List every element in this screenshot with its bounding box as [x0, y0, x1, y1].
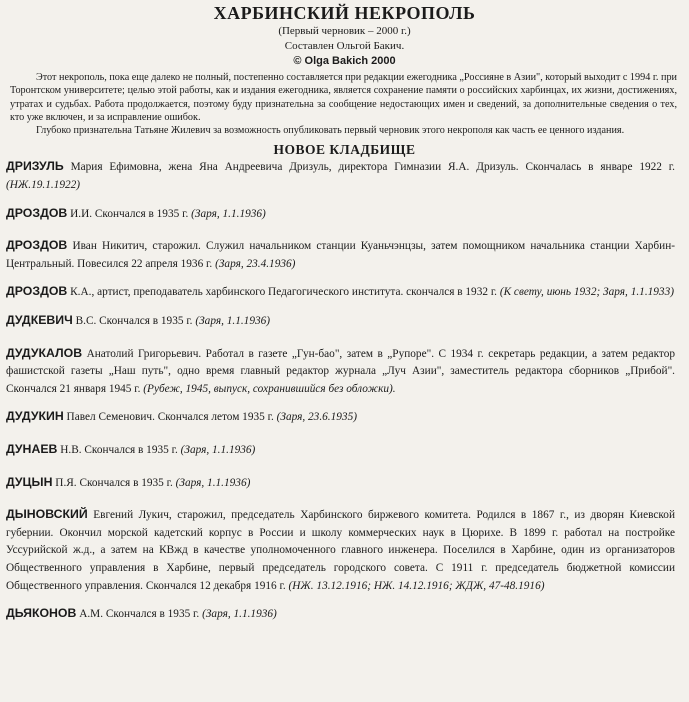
entry	[6, 283, 675, 302]
entry-surname: ДУЦЫН	[6, 474, 53, 489]
entry	[6, 158, 675, 194]
entry-source: (Заря, 1.1.1936)	[175, 476, 251, 489]
introduction	[10, 71, 677, 137]
compiler-line: Составлен Ольгой Бакич.	[284, 40, 405, 52]
entry	[6, 474, 675, 493]
entry-list	[6, 158, 683, 623]
document-page	[0, 2, 689, 702]
entry-text: Иван Никитич, старожил. Служил начальником станции Куаньчэнцзы, затем помощником начальника станции Харбин-Центральный. Повесился 22 апреля 1936 г.	[6, 240, 675, 270]
entry-source: (НЖ. 13.12.1916; НЖ. 14.12.1916; ЖДЖ, 47-48.1916)	[288, 579, 545, 592]
entry-text: К.А., артист, преподаватель харбинского Педагогического института. скончался в 1932 г.	[67, 286, 500, 299]
entry-source: (Заря, 1.1.1936)	[202, 608, 277, 621]
entry-source: (К свету, июнь 1932; Заря, 1.1.1933)	[499, 286, 674, 299]
entry-source: (Заря, 23.4.1936)	[215, 257, 296, 270]
entry-surname: ДЬЯКОНОВ	[6, 606, 77, 621]
entry	[6, 205, 675, 224]
document-title: ХАРБИНСКИЙ НЕКРОПОЛЬ	[213, 3, 476, 23]
entry-source: (Заря, 1.1.1936)	[180, 444, 256, 457]
entry-source: (Заря, 1.1.1936)	[191, 207, 266, 220]
entry-text: П.Я. Скончался в 1935 г.	[52, 476, 176, 489]
intro-paragraph-1: Этот некрополь, пока еще далеко не полный, постепенно составляется при редакции ежегодника „Россияне в Азии", который выходит с 1994 г. при Торонтском университете; целью этой работы, как и издания ежегодника, является сохранение памяти о российских харбинцах, их жизни, достижениях, утратах и судьбах. Работа продолжается, поэтому буду признательна за сообщение недостающих имен и сведений, за дополнительные сведения о тех, кто уже включен, и за исправление ошибок.	[10, 72, 677, 123]
entry	[6, 506, 675, 595]
section-title: НОВОЕ КЛАДБИЩЕ	[273, 142, 416, 158]
copyright-line: © Olga Bakich 2000	[293, 55, 396, 67]
entry-surname: ДРОЗДОВ	[6, 284, 68, 299]
entry-source: (Рубеж, 1945, выпуск, сохранившийся без обложки).	[143, 382, 396, 395]
entry	[6, 312, 675, 331]
entry-text: Мария Ефимовна, жена Яна Андреевича Дризуль, директора Гимназии Я.А. Дризуль. Скончалась в январе 1922 г.	[63, 161, 675, 174]
entry-text: Евгений Лукич, старожил, председатель Харбинского биржевого комитета. Родился в 1867 г., из дворян Киевской губернии. Окончил морской кадетский корпус в России и школу коммерческих наук в Цюрихе. В 1899 г. работал на постройке Уссурийской ж.д., а затем на КВжд в качестве уполномоченного главного инженера. Поселился в Харбине, один из организаторов Общественного управления в Харбине, первый председатель городского совета. С 1911 г. председатель бюджетной комиссии Общественного управления. Скончался 12 декабря 1916 г.	[6, 509, 675, 592]
entry-text: Н.В. Скончался в 1935 г.	[57, 444, 181, 457]
entry-surname: ДЫНОВСКИЙ	[6, 507, 88, 522]
entry-surname: ДРОЗДОВ	[6, 238, 68, 253]
entry-surname: ДУНАЕВ	[6, 442, 58, 457]
intro-paragraph-2: Глубоко признательна Татьяне Жилевич за возможность опубликовать первый черновик этого некрополя как часть ее ценного издания.	[36, 125, 625, 137]
entry	[6, 605, 675, 624]
document-header	[6, 2, 683, 69]
entry-source: (НЖ.19.1.1922)	[6, 179, 81, 192]
entry-text: Павел Семенович. Скончался летом 1935 г.	[63, 411, 277, 424]
entry-surname: ДРОЗДОВ	[6, 205, 68, 220]
entry	[6, 237, 675, 273]
entry-surname: ДРИЗУЛЬ	[6, 159, 64, 174]
entry	[6, 441, 675, 460]
entry-surname: ДУДУКИН	[6, 409, 64, 424]
entry	[6, 345, 675, 399]
entry-text: А.М. Скончался в 1935 г.	[76, 608, 203, 621]
entry-text: Анатолий Григорьевич. Работал в газете „Гун-бао", затем в „Рупоре". С 1934 г. секретарь редакции, а затем редактор фашистской газеты „Наш путь", одно время главный редактор журнала „Луч Азии", заместитель редактора сборников „Прибой". Скончался 21 января 1945 г.	[6, 347, 675, 395]
draft-note: (Первый черновик – 2000 г.)	[278, 25, 411, 37]
entry-surname: ДУДУКАЛОВ	[6, 345, 83, 360]
entry-text: И.И. Скончался в 1935 г.	[67, 207, 192, 220]
entry-source: (Заря, 23.6.1935)	[276, 411, 357, 424]
entry-source: (Заря, 1.1.1936)	[195, 315, 271, 328]
entry	[6, 408, 675, 427]
entry-text: В.С. Скончался в 1935 г.	[72, 315, 196, 328]
entry-surname: ДУДКЕВИЧ	[6, 313, 73, 328]
